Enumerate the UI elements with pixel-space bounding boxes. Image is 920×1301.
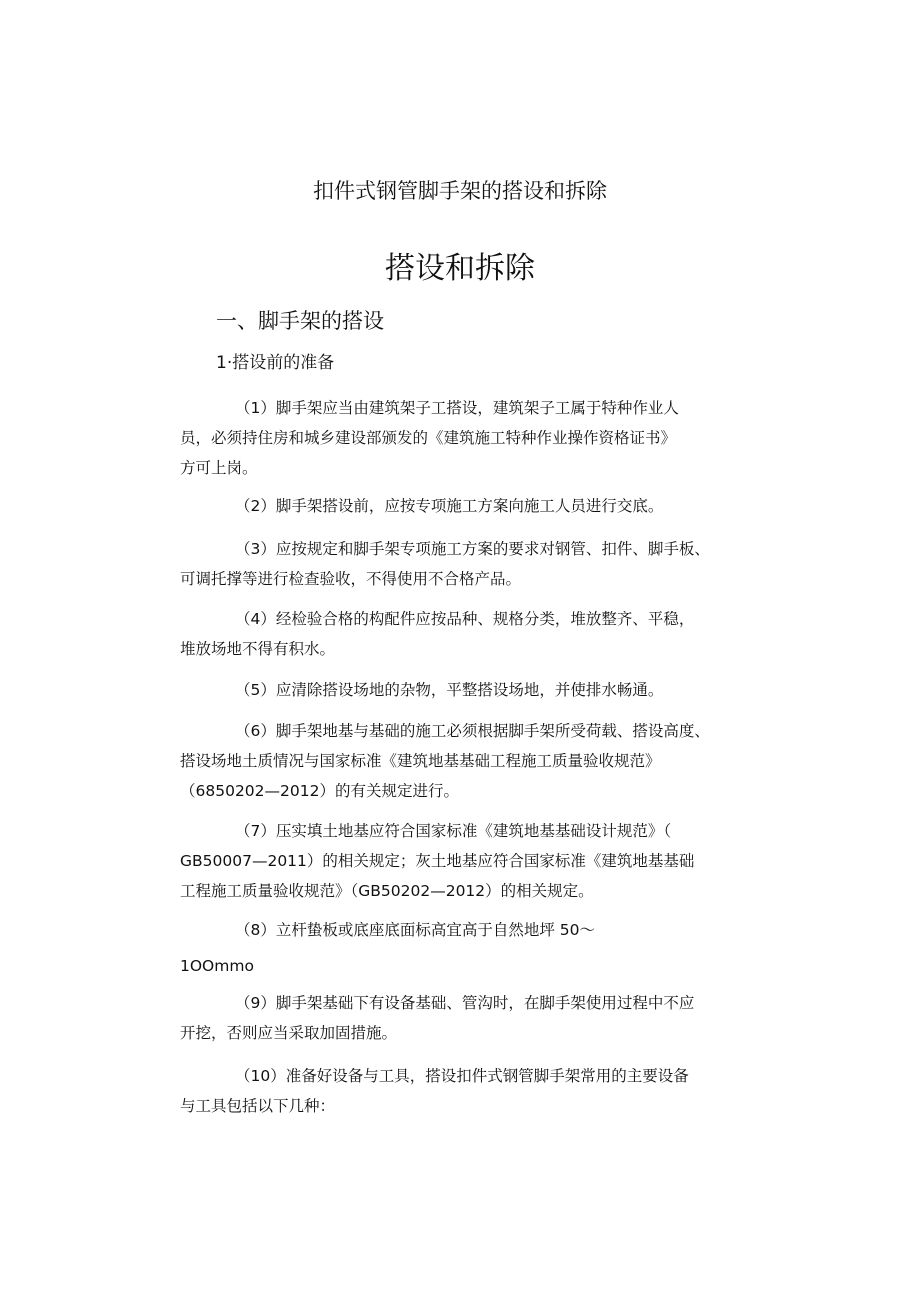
paragraph-line: （4）经检验合格的构配件应按品种、规格分类，堆放整齐、平稳， bbox=[235, 610, 695, 628]
paragraph-line: （9）脚手架基础下有设备基础、管沟时，在脚手架使用过程中不应 bbox=[235, 994, 695, 1012]
paragraph-4 bbox=[180, 604, 760, 664]
paragraph-6 bbox=[180, 716, 760, 806]
paragraph-line: （2）脚手架搭设前，应按专项施工方案向施工人员进行交底。 bbox=[235, 497, 664, 515]
paragraph-line: 员，必须持住房和城乡建设部颁发的《建筑施工特种作业操作资格证书》 bbox=[180, 429, 677, 447]
paragraph-line: （3）应按规定和脚手架专项施工方案的要求对钢管、扣件、脚手板、 bbox=[235, 540, 710, 558]
paragraph-line: （6）脚手架地基与基础的施工必须根据脚手架所受荷载、搭设高度、 bbox=[235, 722, 710, 740]
paragraph-5 bbox=[180, 675, 760, 705]
sub-heading: 一、脚手架的搭设 bbox=[216, 309, 384, 333]
paragraph-line: 工程施工质量验收规范》（GB50202—2012）的相关规定。 bbox=[180, 882, 594, 900]
paragraph-line: GB50007—2011）的相关规定；灰土地基应符合国家标准《建筑地基基础 bbox=[180, 852, 695, 870]
paragraph-line: 与工具包括以下几种： bbox=[180, 1097, 336, 1115]
document-title: 扣件式钢管脚手架的搭设和拆除 bbox=[313, 179, 607, 203]
paragraph-3 bbox=[180, 534, 760, 594]
paragraph-line: （6850202—2012）的有关规定进行。 bbox=[180, 782, 459, 800]
paragraph-line: 1OOmmo bbox=[180, 957, 254, 975]
paragraph-8 bbox=[180, 915, 760, 981]
section-heading: 搭设和拆除 bbox=[385, 251, 535, 286]
paragraph-1 bbox=[180, 393, 760, 483]
paragraph-line: （8）立杆蛰板或底座底面标高宜高于自然地坪 50～ bbox=[235, 921, 596, 939]
sub-sub-heading: 1·搭设前的准备 bbox=[216, 353, 335, 373]
paragraph-10 bbox=[180, 1061, 760, 1121]
paragraph-line: 可调托撑等进行检查验收，不得使用不合格产品。 bbox=[180, 570, 522, 588]
paragraph-7 bbox=[180, 816, 760, 906]
paragraph-line: 开挖，否则应当采取加固措施。 bbox=[180, 1024, 398, 1042]
paragraph-line: 堆放场地不得有积水。 bbox=[180, 640, 336, 658]
paragraph-9 bbox=[180, 988, 760, 1048]
paragraph-line: 搭设场地土质情况与国家标准《建筑地基基础工程施工质量验收规范》 bbox=[180, 752, 661, 770]
paragraph-line: （7）压实填土地基应符合国家标准《建筑地基基础设计规范》（ bbox=[235, 822, 672, 840]
paragraph-line: （10）准备好设备与工具，搭设扣件式钢管脚手架常用的主要设备 bbox=[235, 1067, 689, 1085]
paragraph-line: （5）应清除搭设场地的杂物，平整搭设场地，并使排水畅通。 bbox=[235, 681, 664, 699]
paragraph-line: （1）脚手架应当由建筑架子工搭设，建筑架子工属于特种作业人 bbox=[235, 399, 679, 417]
paragraph-2 bbox=[180, 491, 760, 521]
paragraph-line: 方可上岗。 bbox=[180, 459, 258, 477]
